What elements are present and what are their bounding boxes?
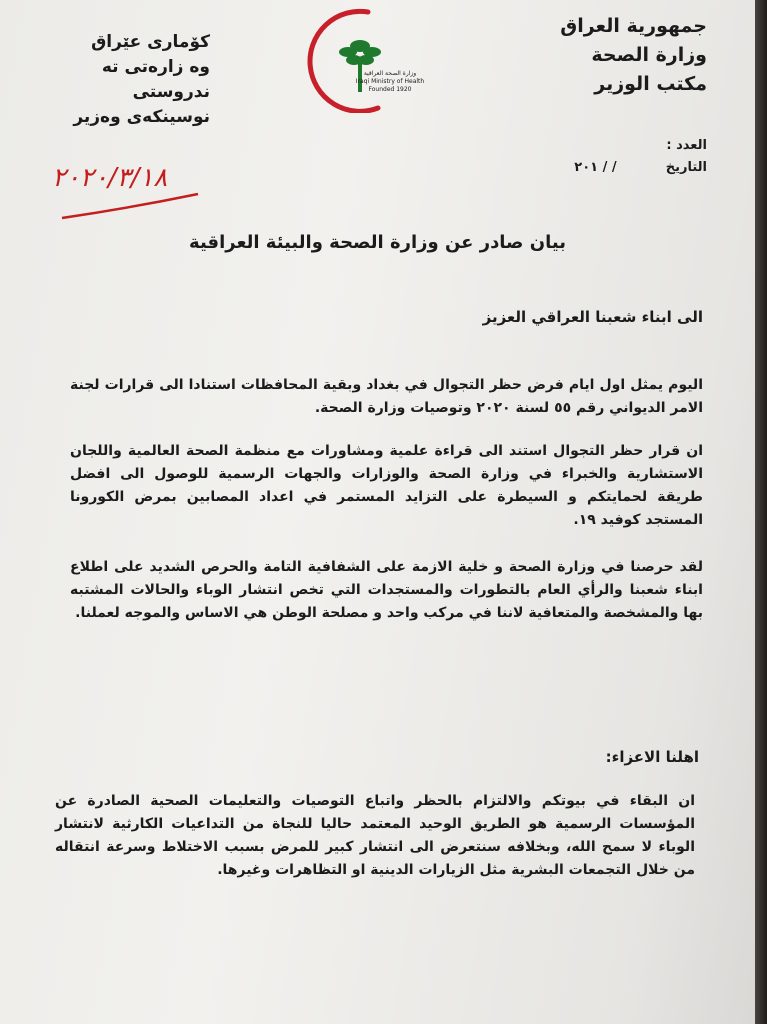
handwritten-underline [62,194,198,218]
header-arabic-line-2: وزارة الصحة [591,44,707,66]
logo-caption-english: Iraqi Ministry of Health [355,78,425,85]
header-kurdish-line-1: كۆماری عێراق [91,32,210,52]
logo-caption-arabic: وزارة الصحة العراقية [363,70,417,77]
logo-caption [355,70,425,94]
date-label: التاريخ [665,160,707,175]
header-kurdish [40,30,210,130]
handwritten-date [40,148,200,223]
header-arabic-line-3: مكتب الوزير [594,73,707,95]
header-kurdish-line-3: نوسینکەی وەزیر [73,107,210,127]
logo-caption-founded: Founded 1920 [368,86,412,93]
subheading: اهلنا الاعزاء: [605,748,699,766]
date-value: / / ٢٠١ [574,160,617,175]
document-number-label: العدد : [666,138,707,153]
paragraph-2: ان قرار حظر التجوال استند الى قراءة علمية ومشاورات مع منظمة الصحة العالمية واللجان الاستشارية والخبراء في وزارة الصحة والوزارات والجهات الرسمية للوصول الى افضل طريقة لحمايتكم و السيطرة على التزايد المستمر في اعداد المصابين بمرض الكورونا المستجد كوفيد ١٩. [70,443,703,528]
handwritten-date-text: ٢٠٢٠/٣/١٨ [52,163,168,193]
closing-paragraph: ان البقاء في بيوتكم والالتزام بالحظر واتباع التوصيات والتعليمات الصحية الصادرة عن المؤسسات الرسمية هو الطريق الوحيد المعتمد حاليا للنجاة من التداعيات الكارثية لانتشار الوباء لا سمح الله، وبخلافه سنتعرض الى انتشار كبير للمرض بسبب الاختلاط وسرعة انتقاله من خلال التجمعات البشرية مثل الزيارات الدينية او التظاهرات وغيرها. [55,793,695,878]
salutation: الى ابناء شعبنا العراقي العزيز [482,308,703,326]
header-arabic [560,12,707,99]
paragraph-1: اليوم يمثل اول ايام فرض حظر التجوال في بغداد وبقية المحافظات استنادا الى قرارات لجنة الامر الديواني رقم ٥٥ لسنة ٢٠٢٠ وتوصيات وزارة الصحة. [70,377,703,416]
background-edge [755,0,767,1024]
ministry-logo [300,8,420,113]
header-kurdish-line-2: وه زارەتی ته ندروستی [101,57,210,102]
document-date [574,160,707,175]
statement-title: بيان صادر عن وزارة الصحة والبيئة العراقية [189,232,566,253]
header-arabic-line-1: جمهورية العراق [560,15,707,37]
paragraph-3: لقد حرصنا في وزارة الصحة و خلية الازمة على الشفافية التامة والحرص الشديد على اطلاع ابناء شعبنا والرأي العام بالتطورات والمستجدات التي تخص انتشار الوباء والحالات المشتبه بها والمشخصة والمتعافية لاننا في مركب واحد و مصلحة الوطن هي الاساس والموجه لعملنا. [70,559,703,621]
